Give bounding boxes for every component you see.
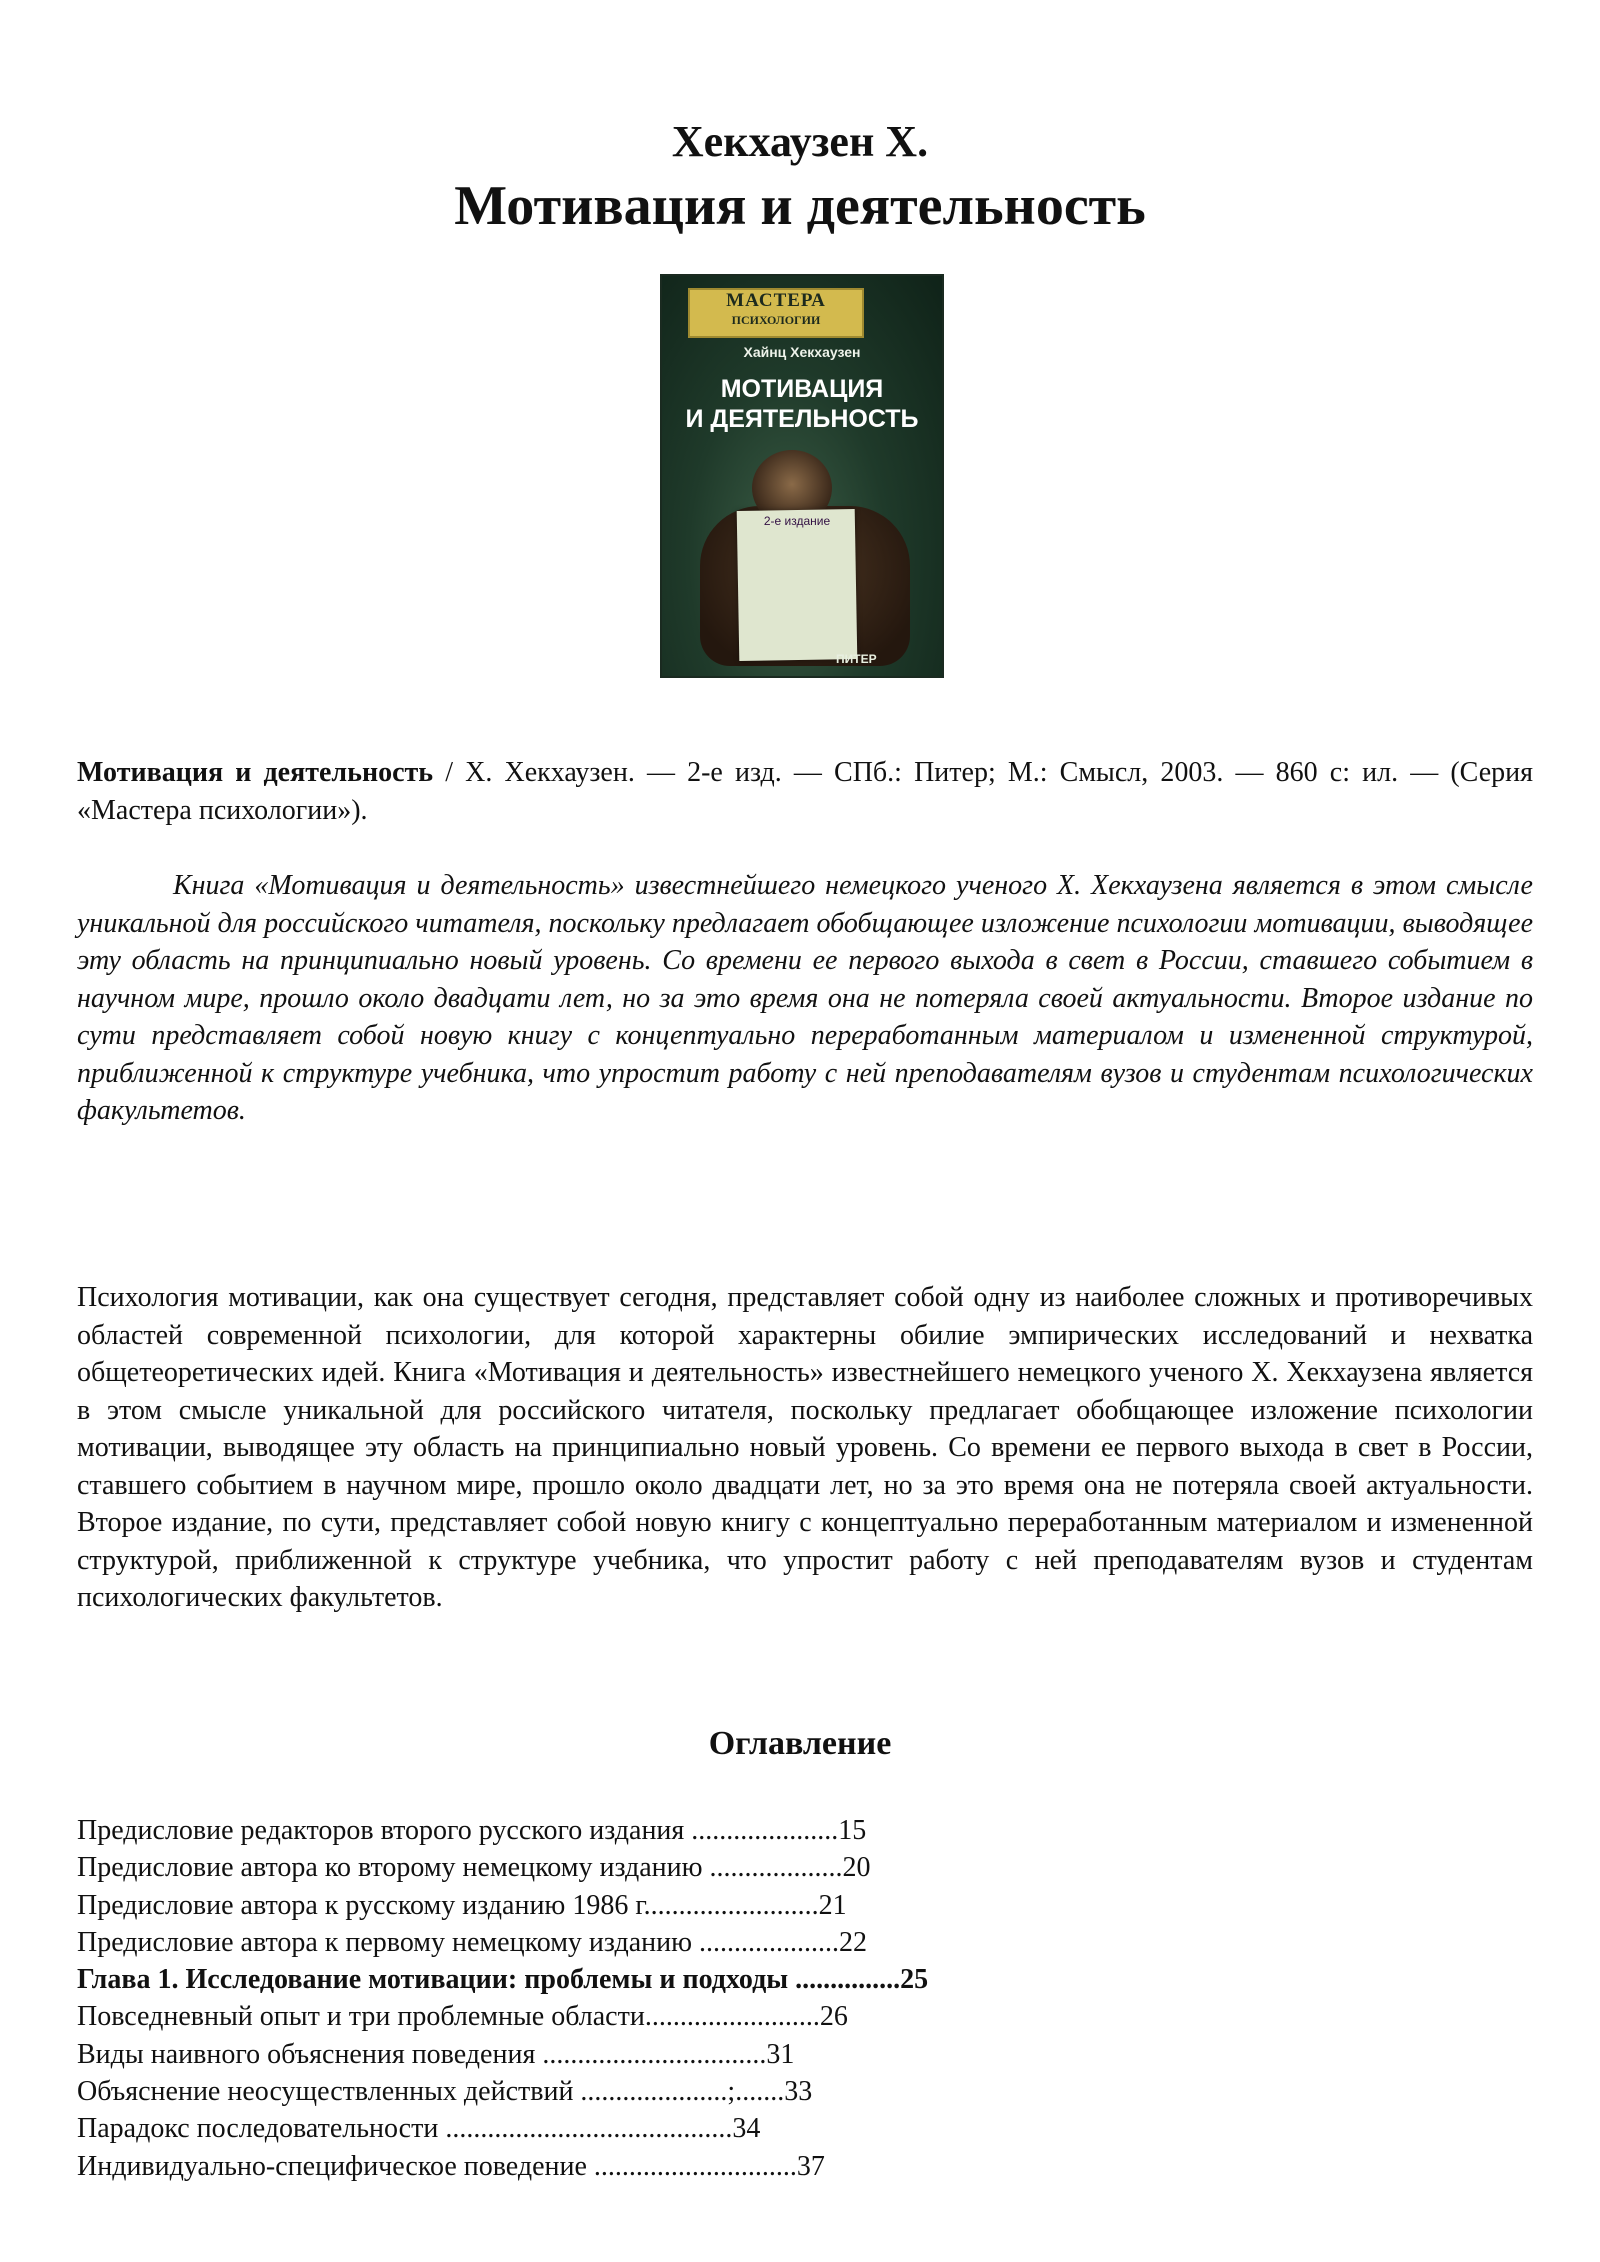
toc-item[interactable]: Виды наивного объяснения поведения ................................31: [77, 2038, 795, 2070]
book-cover-image: [660, 274, 944, 678]
toc-item[interactable]: Парадокс последовательности .........................................34: [77, 2113, 761, 2145]
toc-item[interactable]: Индивидуально-специфическое поведение .............................37: [77, 2150, 825, 2182]
cover-paper-sheet: [737, 509, 858, 661]
cover-series-line2: ПСИХОЛОГИИ: [731, 313, 821, 327]
toc-item[interactable]: Предисловие автора ко второму немецкому изданию ...................20: [77, 1852, 871, 1884]
toc-item[interactable]: Предисловие автора к русскому изданию 1986 г.........................21: [77, 1889, 847, 1921]
toc-item[interactable]: Предисловие редакторов второго русского издания .....................15: [77, 1815, 867, 1846]
bibliographic-details: / Х. Хекхаузен. — 2-е изд. — СПб.: Питер; М.: Смысл, 2003. — 860 с: ил. — (Серия «Мастера психологии»).: [77, 757, 1533, 826]
cover-title-line1: МОТИВАЦИЯ: [720, 375, 884, 403]
toc-heading: Оглавление: [708, 1725, 892, 1762]
toc-item[interactable]: Предисловие автора к первому немецкому изданию ....................22: [77, 1926, 868, 1958]
cover-series-line1: МАСТЕРА: [726, 290, 826, 311]
book-author: Хекхаузен Х.: [671, 117, 929, 166]
book-title: Мотивация и деятельность: [454, 175, 1146, 237]
cover-title: [660, 374, 944, 434]
bibliographic-record: [77, 754, 1533, 829]
cover-edition: 2-е издание: [763, 514, 831, 528]
bibliographic-title: Мотивация и деятельность: [77, 757, 434, 788]
description-paragraph: Психология мотивации, как она существует сегодня, представляет собой одну из наиболее сложных и противоречивых областей современной психологии, для которой характерны обилие эмпирических исследований и нехватка общетеоретических идей. Книга «Мотивация и деятельность» известнейшего немецкого ученого Х. Хекхаузена является в этом смысле уникальной для российского читателя, поскольку предлагает обобщающее изложение психологии мотивации, выводящее эту область на принципиально новый уровень. Со времени ее первого выхода в свет в России, ставшего событием в научном мире, прошло около двадцати лет, но за это время она не потеряла своей актуальности. Второе издание, по сути, представляет собой новую книгу с концептуально переработанным материалом и измененной структурой, приближенной к структуре учебника, что упростит работу с ней преподавателям вузов и студентам психологических факультетов.: [77, 1282, 1533, 1613]
table-of-contents: [77, 1812, 928, 2185]
cover-series-badge: [688, 288, 864, 338]
cover-title-line2: И ДЕЯТЕЛЬНОСТЬ: [685, 405, 919, 433]
cover-publisher: ПИТЕР: [836, 652, 877, 666]
toc-chapter-item[interactable]: Глава 1. Исследование мотивации: проблемы и подходы ...............25: [77, 1964, 929, 1996]
cover-author: Хайнц Хекхаузен: [743, 344, 861, 360]
toc-item[interactable]: Объяснение неосуществленных действий .....................;.......33: [77, 2076, 813, 2108]
toc-item[interactable]: Повседневный опыт и три проблемные области.........................26: [77, 2001, 848, 2033]
annotation-paragraph: Книга «Мотивация и деятельность» известнейшего немецкого ученого Х. Хекхаузена является в этом смысле уникальной для российского читателя, поскольку предлагает обобщающее изложение психологии мотивации, выводящее эту область на принципиально новый уровень. Со времени ее первого выхода в свет в России, ставшего событием в научном мире, прошло около двадцати лет, но за это время она не потеряла своей актуальности. Второе издание по сути представляет собой новую книгу с концептуально переработанным материалом и измененной структурой, приближенной к структуре учебника, что упростит работу с ней преподавателям вузов и студентам психологических факультетов.: [77, 870, 1533, 1126]
